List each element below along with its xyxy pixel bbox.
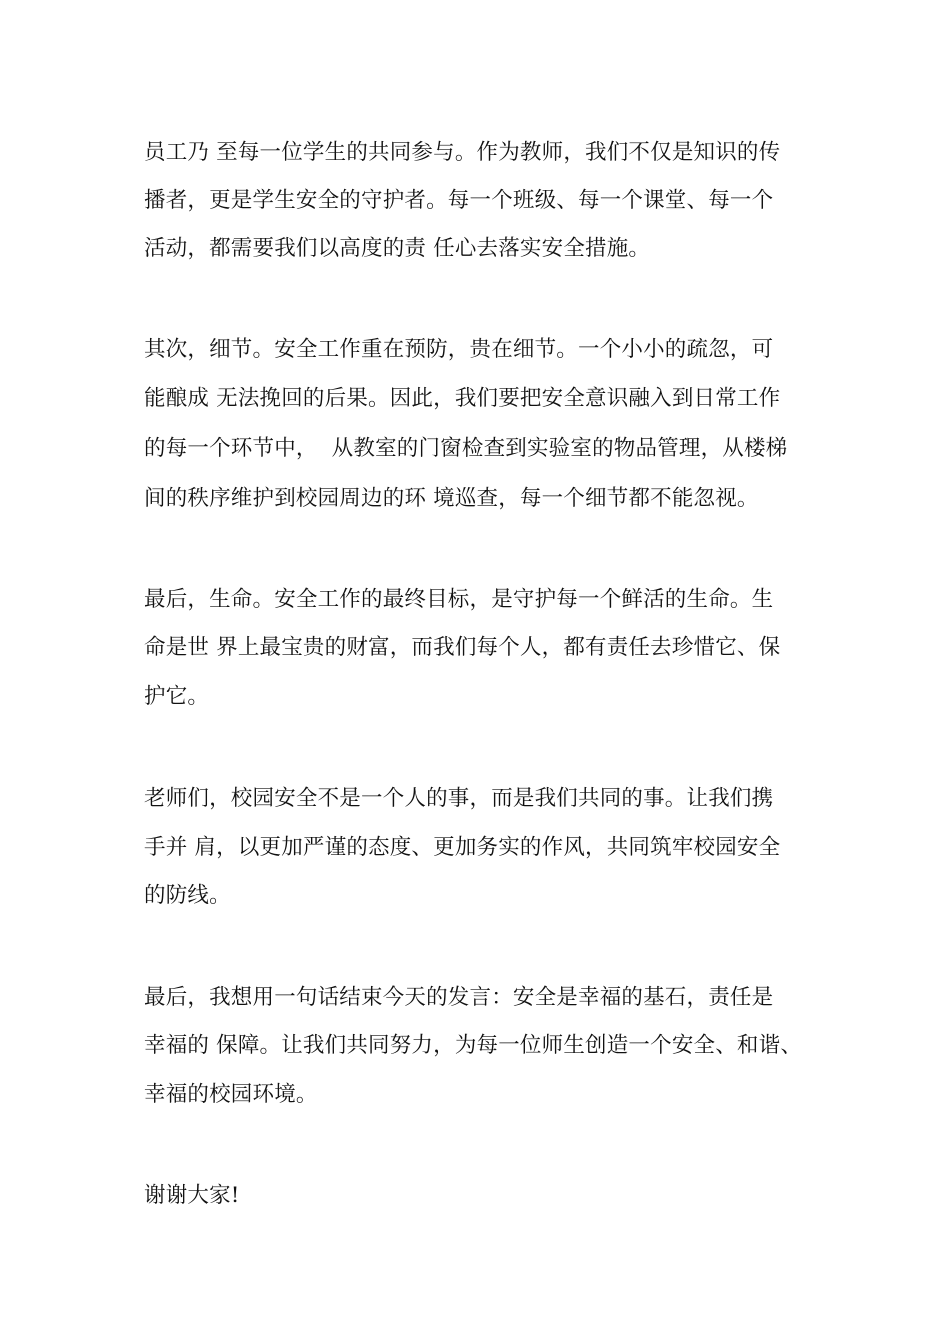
text-line: 的防线。: [144, 883, 231, 908]
text-line: 护它。: [144, 684, 210, 709]
text-line: 最后，生命。安全工作的最终目标，是守护每一个鲜活的生命。生: [144, 587, 774, 612]
text-line: 播者，更是学生安全的守护者。每一个班级、每一个课堂、每一个: [144, 188, 774, 213]
text-line: 的每一个环节中， 从教室的门窗检查到实验室的物品管理，从楼梯: [144, 436, 788, 461]
text-line: 手并 肩，以更加严谨的态度、更加务实的作风，共同筑牢校园安全: [144, 835, 781, 860]
text-line: 幸福的 保障。让我们共同努力，为每一位师生创造一个安全、和谐、: [144, 1033, 803, 1058]
text-line: 老师们，校园安全不是一个人的事，而是我们共同的事。让我们携: [144, 786, 774, 811]
closing-text: 谢谢大家!: [144, 1183, 240, 1208]
text-line: 命是世 界上最宝贵的财富，而我们每个人，都有责任去珍惜它、保: [144, 635, 781, 660]
text-line: 活动，都需要我们以高度的责 任心去落实安全措施。: [144, 236, 651, 261]
text-line: 其次，细节。安全工作重在预防，贵在细节。一个小小的疏忽，可: [144, 337, 774, 362]
text-line: 间的秩序维护到校园周边的环 境巡查，每一个细节都不能忽视。: [144, 486, 759, 511]
text-line: 幸福的校园环境。: [144, 1082, 318, 1107]
text-line: 最后，我想用一句话结束今天的发言：安全是幸福的基石，责任是: [144, 985, 774, 1010]
text-line: 员工乃 至每一位学生的共同参与。作为教师，我们不仅是知识的传: [144, 140, 781, 165]
text-line: 能酿成 无法挽回的后果。因此，我们要把安全意识融入到日常工作: [144, 386, 781, 411]
